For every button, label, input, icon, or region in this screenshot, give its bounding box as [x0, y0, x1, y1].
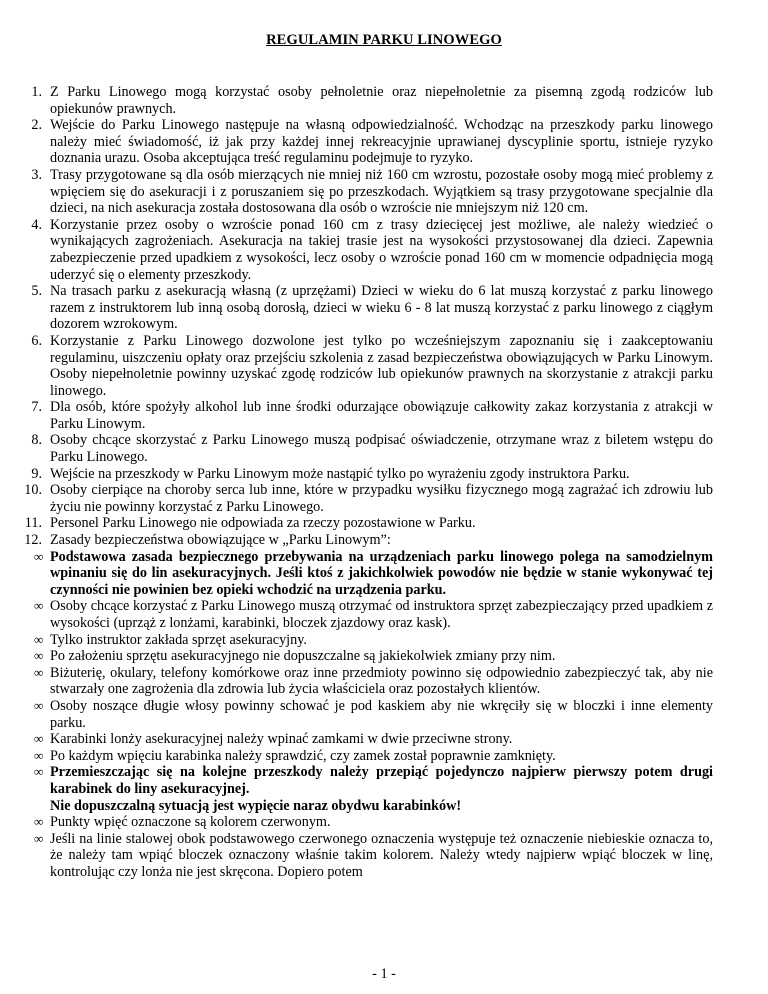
rule-text: Na trasach parku z asekuracją własną (z uprzężami) Dzieci w wieku do 6 lat muszą korzystać z parku linowego razem z instruktorem lub inną osobą dorosłą, dzieci w wieku 6 - 8 lat muszą korzystać z parku linowego z ciągłym dozorem wzrokowym. [50, 283, 713, 333]
rule-item [16, 117, 713, 167]
safety-rule-item [16, 831, 713, 881]
rule-number: 10. [24, 482, 42, 499]
rule-text: Trasy przygotowane są dla osób mierzących nie mniej niż 160 cm wzrostu, pozostałe osoby mogą mieć problemy z wpięciem się do asekuracji i z poruszaniem się po przeszkodach. Wyjątkiem są trasy przygotowane specjalnie dla dzieci, na nich asekuracja została dostosowana dla osób o wzroście nie mniejszym niż 120 cm. [50, 166, 713, 217]
infinity-bullet-icon: ∞ [34, 697, 44, 713]
safety-rule-item [16, 764, 713, 814]
safety-rule-item [16, 598, 713, 631]
safety-rule-warning: Nie dopuszczalną sytuacją jest wypięcie naraz obydwu karabinków! [50, 797, 462, 814]
safety-rules-list [16, 549, 713, 881]
safety-rule-text: Punkty wpięć oznaczone są kolorem czerwonym. [50, 814, 331, 831]
safety-rule-text: Po założeniu sprzętu asekuracyjnego nie dopuszczalne są jakiekolwiek zmiany przy nim. [50, 648, 556, 665]
infinity-bullet-icon: ∞ [34, 747, 44, 763]
safety-rule-text: Osoby noszące długie włosy powinny schować je pod kaskiem aby nie wkręciły się w bloczki i inne elementy parku. [50, 697, 713, 731]
rule-text: Korzystanie przez osoby o wzroście ponad 160 cm z trasy dziecięcej jest możliwe, ale należy wiedzieć o wynikających zagrożeniach. Asekuracja na takiej trasie jest na wysokości przystosowanej dla dzieci. Zapewnia zabezpieczenie przed upadkiem z wysokości, lecz osoby o wzroście ponad 160 cm w momencie odpadnięcia mogą uderzyć się o elementy przeszkody. [50, 216, 713, 283]
safety-rule-text: Karabinki lonży asekuracyjnej należy wpinać zamkami w dwie przeciwne strony. [50, 731, 513, 748]
rule-text: Wejście na przeszkody w Parku Linowym może nastąpić tylko po wyrażeniu zgody instruktora Parku. [50, 465, 630, 482]
infinity-bullet-icon: ∞ [34, 598, 44, 614]
rule-number: 8. [31, 432, 42, 449]
rule-text: Z Parku Linowego mogą korzystać osoby pełnoletnie oraz niepełnoletnie za pisemną zgodą rodziców lub opiekunów prawnych. [50, 84, 713, 117]
infinity-bullet-icon: ∞ [34, 764, 44, 780]
rule-item [16, 432, 713, 465]
rule-item [16, 333, 713, 399]
safety-rule-text: Po każdym wpięciu karabinka należy sprawdzić, czy zamek został poprawnie zamknięty. [50, 747, 556, 764]
infinity-bullet-icon: ∞ [34, 731, 44, 747]
rule-number: 9. [31, 465, 42, 482]
rule-item [16, 482, 713, 515]
safety-rule-text: Biżuterię, okulary, telefony komórkowe oraz inne przedmioty powinno się odpowiednio zabezpieczyć tak, aby nie stwarzały one zagrożenia dla zdrowia lub życia właściciela oraz pozostałych klientów. [50, 664, 713, 698]
safety-rule-text: Podstawowa zasada bezpiecznego przebywania na urządzeniach parku linowego polega na samodzielnym wpinaniu się do lin asekuracyjnych. Jeśli ktoś z jakichkolwiek powodów nie będzie w stanie wykonywać tej czynności nie powinien bez opieki wchodzić na urządzenia parku. [50, 548, 713, 598]
safety-rule-item [16, 648, 713, 665]
rule-number: 12. [24, 532, 42, 549]
safety-rule-item [16, 731, 713, 748]
safety-rule-text: Jeśli na linie stalowej obok podstawowego czerwonego oznaczenia występuje też oznaczenie niebieskie oznacza to, że należy tam wpiąć bloczek oznaczony właśnie takim kolorem. Należy wtedy najpierw wpiąć bloczek w linę, kontrolując czy lonża nie jest skręcona. Dopiero potem [50, 830, 713, 880]
rule-text: Korzystanie z Parku Linowego dozwolone jest tylko po wcześniejszym zapoznaniu się i zaakceptowaniu regulaminu, uiszczeniu opłaty oraz przejściu szkolenia z zasad bezpieczeństwa obowiązujących w Parku Linowym. Osoby niepełnoletnie powinny uzyskać zgodę rodziców lub opiekunów prawnych na skorzystanie z atrakcji parku linowego. [50, 332, 713, 399]
infinity-bullet-icon: ∞ [34, 814, 44, 830]
rule-number: 11. [24, 515, 42, 532]
safety-rule-item [16, 665, 713, 698]
rule-number: 3. [31, 166, 42, 183]
rule-number: 1. [31, 84, 42, 100]
rule-number: 4. [31, 216, 42, 233]
safety-rule-item [16, 748, 713, 765]
rule-item [16, 515, 713, 532]
document-body [16, 84, 713, 881]
safety-rule-text: Przemieszczając się na kolejne przeszkody należy przepiąć pojedynczo najpierw pierwszy potem drugi karabinek do liny asekuracyjnej. [50, 764, 713, 797]
rule-item [16, 217, 713, 283]
page-title: REGULAMIN PARKU LINOWEGO [266, 32, 502, 48]
rule-item [16, 84, 713, 117]
infinity-bullet-icon: ∞ [34, 664, 44, 680]
rule-item [16, 532, 713, 549]
rule-text: Dla osób, które spożyły alkohol lub inne środki odurzające obowiązuje całkowity zakaz korzystania z atrakcji w Parku Linowym. [50, 399, 713, 432]
rule-text: Osoby cierpiące na choroby serca lub inne, które w przypadku wysiłku fizycznego mogą zagrażać ich zdrowiu lub życiu nie powinny korzystać z Parku Linowego. [50, 482, 713, 515]
safety-rule-item [16, 814, 713, 831]
rule-number: 6. [31, 332, 42, 349]
rule-item [16, 283, 713, 333]
infinity-bullet-icon: ∞ [34, 631, 44, 647]
rule-item [16, 466, 713, 483]
rule-text: Wejście do Parku Linowego następuje na własną odpowiedzialność. Wchodząc na przeszkody parku linowego należy mieć świadomość, iż jak przy każdej innej rekreacyjnie uprawianej dyscyplinie sportu, istnieje ryzyko doznania urazu. Osoba akceptująca treść regulaminu podejmuje to ryzyko. [50, 117, 713, 167]
rule-number: 2. [31, 117, 42, 134]
safety-rule-item [16, 549, 713, 599]
safety-rule-text: Osoby chcące korzystać z Parku Linowego muszą otrzymać od instruktora sprzęt zabezpieczający przed upadkiem z wysokości (uprząż z lonżami, karabinki, bloczek zjazdowy oraz kask). [50, 598, 713, 631]
infinity-bullet-icon: ∞ [34, 548, 44, 564]
rules-list [16, 84, 713, 549]
rule-item [16, 399, 713, 432]
safety-rule-item [16, 698, 713, 731]
rule-number: 7. [31, 399, 42, 416]
page-number: - 1 - [372, 966, 396, 982]
rule-text: Zasady bezpieczeństwa obowiązujące w „Parku Linowym”: [50, 532, 391, 549]
rule-text: Personel Parku Linowego nie odpowiada za rzeczy pozostawione w Parku. [50, 515, 476, 532]
infinity-bullet-icon: ∞ [34, 648, 44, 664]
safety-rule-item [16, 632, 713, 649]
safety-rule-text: Tylko instruktor zakłada sprzęt asekuracyjny. [50, 631, 307, 648]
rule-number: 5. [31, 283, 42, 300]
rule-text: Osoby chcące skorzystać z Parku Linowego muszą podpisać oświadczenie, otrzymane wraz z biletem wstępu do Parku Linowego. [50, 432, 713, 466]
infinity-bullet-icon: ∞ [34, 830, 44, 846]
rule-item [16, 167, 713, 217]
